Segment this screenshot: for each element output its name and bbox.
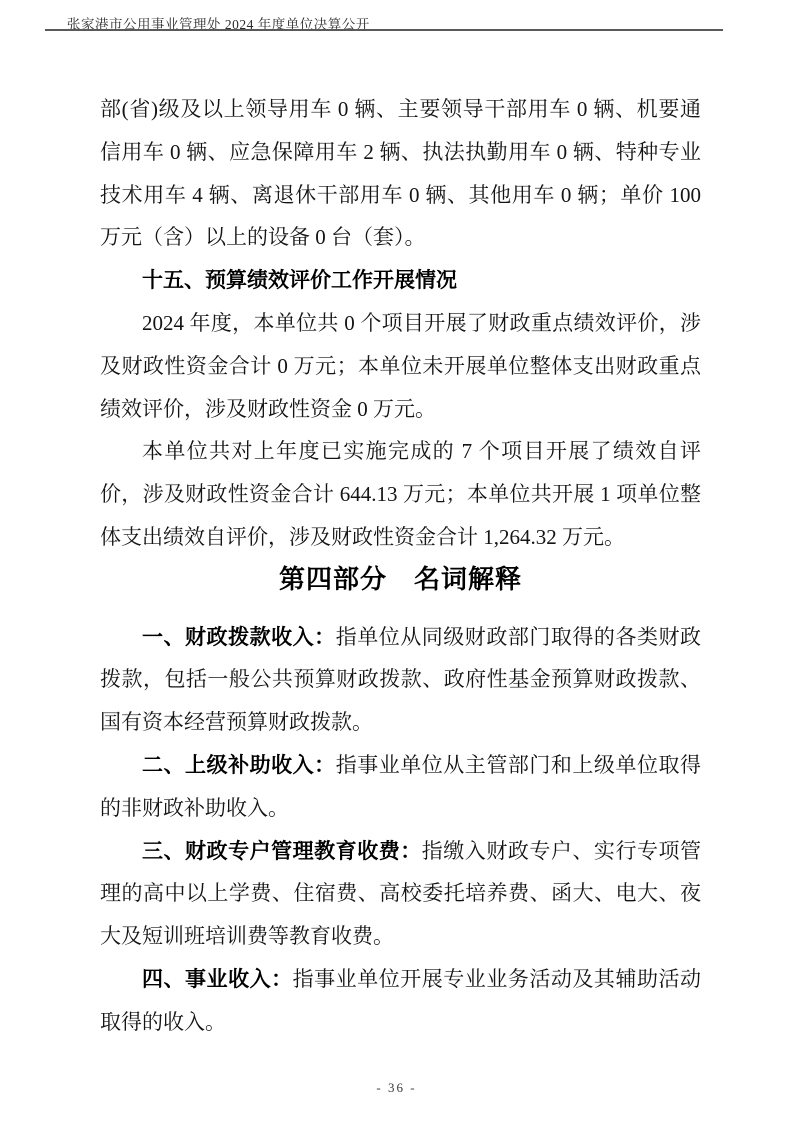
term-paragraph-operating-income: [100, 958, 701, 1044]
term-paragraph-fiscal-appropriation: [100, 616, 701, 744]
term-2-definition: 指事业单位从主管部门和上级单位取得的非财政补助收入。: [100, 752, 702, 820]
page-number: - 36 -: [376, 1080, 417, 1095]
header-rule: [45, 29, 723, 31]
part-4-title: 第四部分 名词解释: [278, 564, 522, 594]
paragraph-performance-evaluation-2: 本单位共对上年度已实施完成的 7 个项目开展了绩效自评价，涉及财政性资金合计 644.13 万元；本单位共开展 1 项单位整体支出绩效自评价，涉及财政性资金合计 1,264.32 万元。: [100, 439, 701, 549]
term-paragraph-superior-subsidy: [100, 744, 701, 830]
page-footer: [0, 1080, 793, 1096]
term-4-definition: 指事业单位开展专业业务活动及其辅助活动取得的收入。: [100, 966, 701, 1034]
document-body: [100, 88, 701, 1044]
paragraph-official-vehicles: 部(省)级及以上领导用车 0 辆、主要领导干部用车 0 辆、机要通信用车 0 辆、应急保障用车 2 辆、执法执勤用车 0 辆、特种专业技术用车 4 辆、离退休干部用车 0 辆、其他用车 0 辆；单价 100 万元（含）以上的设备 0 台（套）。: [100, 97, 701, 250]
term-3-definition: 指缴入财政专户、实行专项管理的高中以上学费、住宿费、高校委托培养费、函大、电大、夜大及短训班培训费等教育收费。: [100, 838, 702, 949]
term-1-definition: 指单位从同级财政部门取得的各类财政拨款，包括一般公共预算财政拨款、政府性基金预算财政拨款、国有资本经营预算财政拨款。: [100, 624, 702, 735]
term-4-label: 四、事业收入：: [142, 966, 293, 991]
paragraph-performance-evaluation-1: 2024 年度，本单位共 0 个项目开展了财政重点绩效评价，涉及财政性资金合计 0 万元；本单位未开展单位整体支出财政重点绩效评价，涉及财政性资金 0 万元。: [100, 310, 701, 421]
term-3-label: 三、财政专户管理教育收费：: [142, 838, 422, 863]
header-title: 张家港市公用事业管理处 2024 年度单位决算公开: [67, 17, 370, 32]
term-2-label: 二、上级补助收入：: [142, 752, 336, 777]
term-1-label: 一、财政拨款收入：: [142, 624, 336, 649]
term-paragraph-education-fees: [100, 830, 701, 958]
section-15-heading: 十五、预算绩效评价工作开展情况: [142, 268, 457, 293]
